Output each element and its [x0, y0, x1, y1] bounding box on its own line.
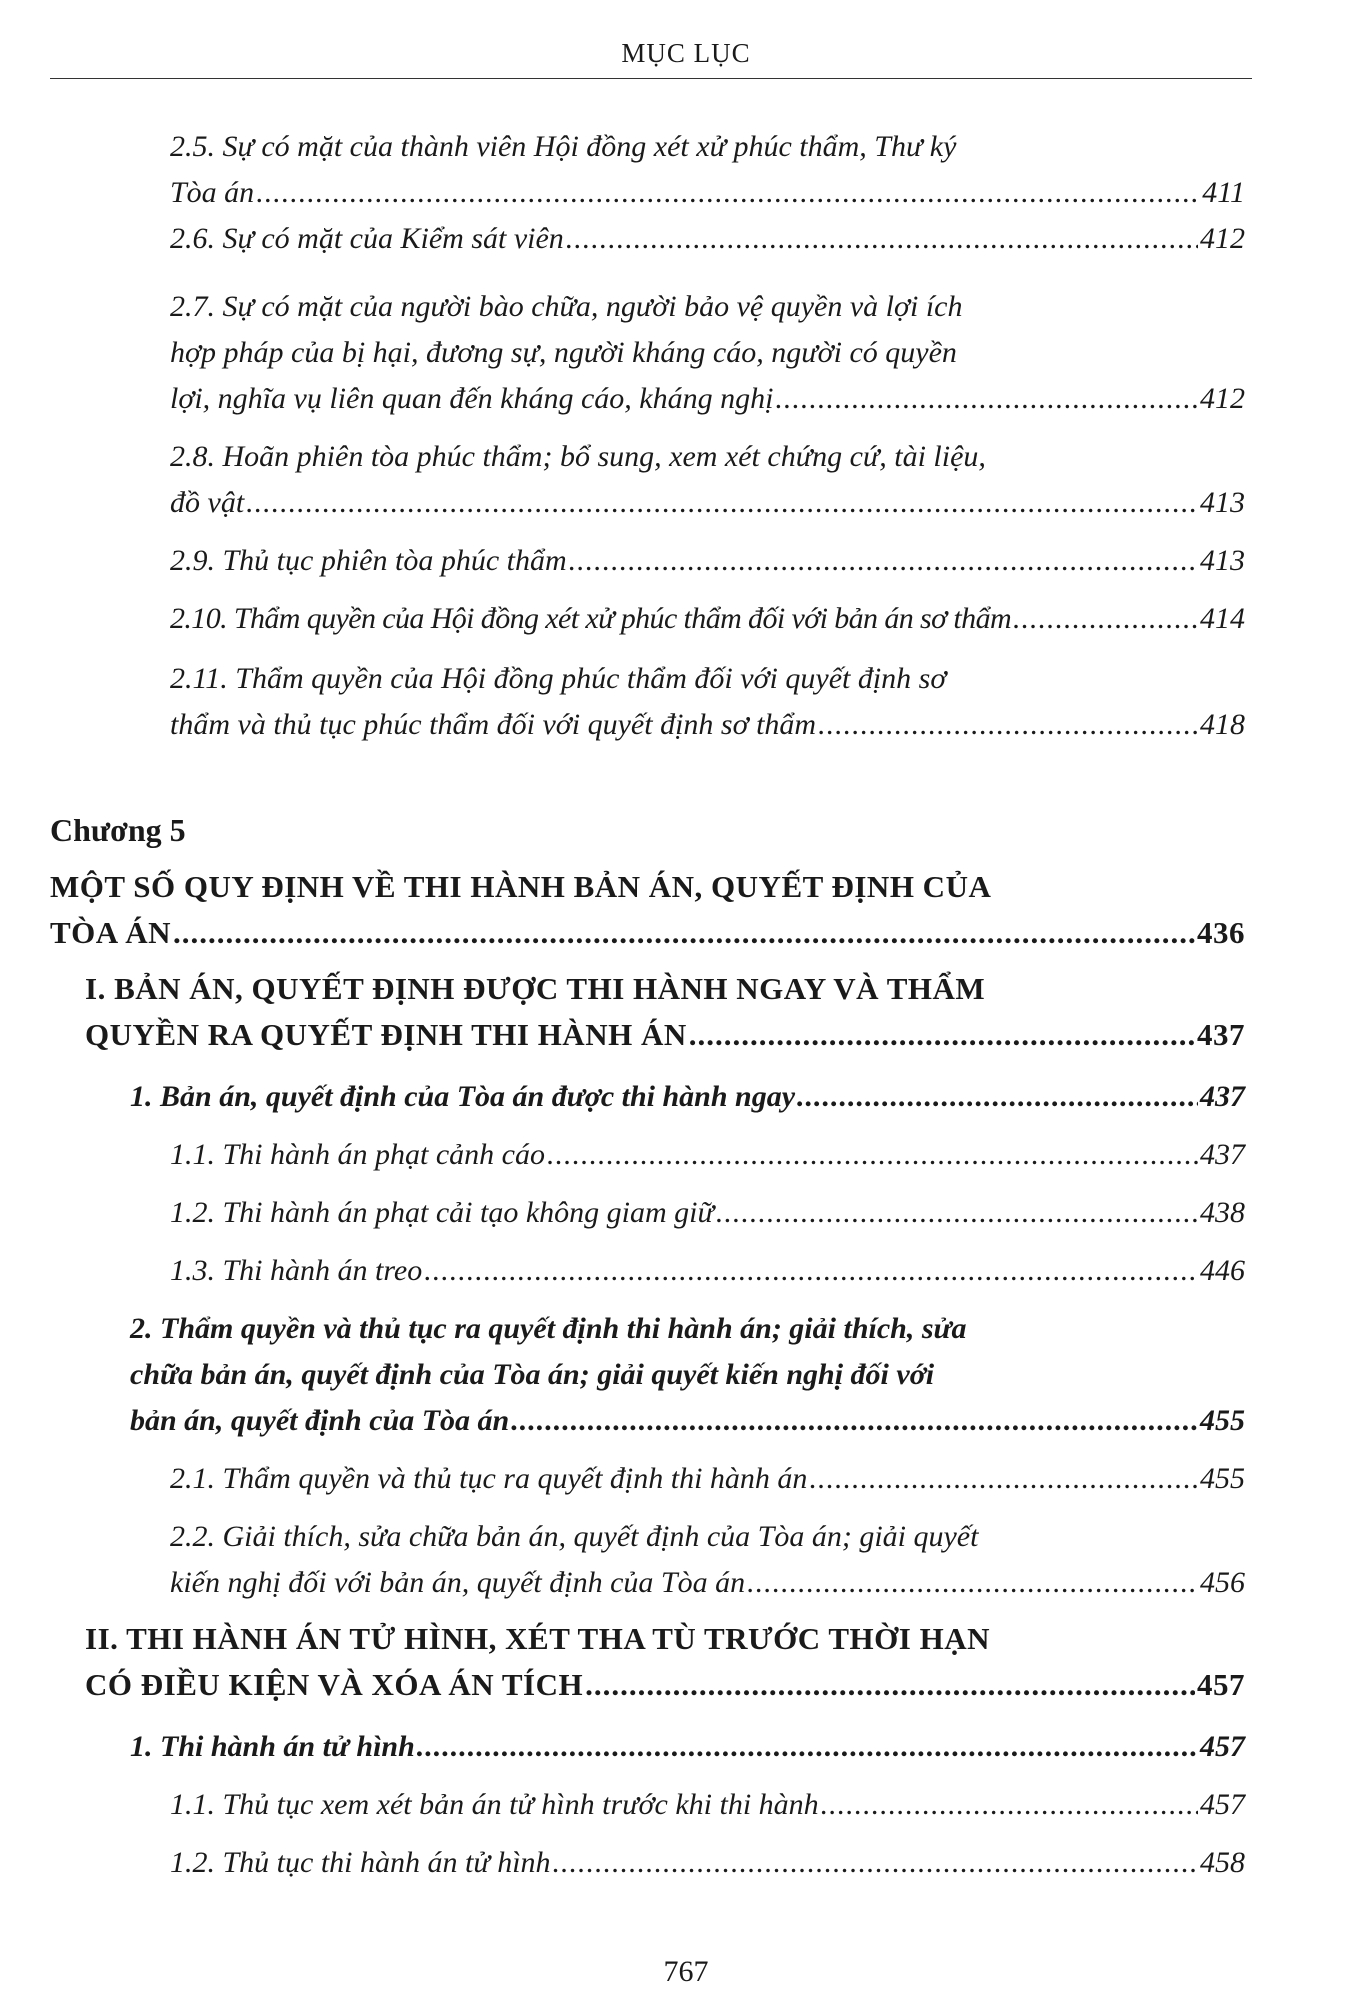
toc-entry-text: đồ vật — [170, 486, 245, 519]
running-head: MỤC LỤC — [621, 38, 751, 68]
toc-entry-text: 1.3. Thi hành án treo — [170, 1254, 423, 1287]
toc-entry-text: 1. Bản án, quyết định của Tòa án được thi hành ngay — [130, 1080, 796, 1113]
toc-entry-text: bản án, quyết định của Tòa án — [130, 1404, 510, 1437]
toc-entry — [170, 1782, 1245, 1828]
toc-page-number: 418 — [1200, 708, 1245, 741]
toc-entry — [170, 124, 1245, 216]
toc-page-number: 414 — [1200, 602, 1245, 635]
toc-entry-text: hợp pháp của bị hại, đương sự, người kháng cáo, người có quyền — [170, 336, 957, 369]
leader-dots — [569, 538, 1198, 584]
leader-dots — [256, 170, 1200, 216]
toc-page-number: 458 — [1200, 1846, 1245, 1879]
toc-entry-text: II. THI HÀNH ÁN TỬ HÌNH, XÉT THA TÙ TRƯỚC THỜI HẠN — [85, 1621, 990, 1656]
toc-entry — [170, 216, 1245, 262]
toc-entry-text: 1. Thi hành án tử hình — [130, 1730, 415, 1763]
leader-dots — [818, 702, 1198, 748]
leader-dots — [809, 1456, 1198, 1502]
toc-entry — [170, 434, 1245, 526]
toc-entry-text: lợi, nghĩa vụ liên quan đến kháng cáo, kháng nghị — [170, 382, 774, 415]
toc-entry-text: kiến nghị đối với bản án, quyết định của Tòa án — [170, 1566, 746, 1599]
toc-entry-text: thẩm và thủ tục phúc thẩm đối với quyết định sơ thẩm — [170, 708, 817, 741]
toc-entry-text: 2.6. Sự có mặt của Kiểm sát viên — [170, 222, 564, 255]
toc-entry — [170, 1840, 1245, 1886]
page-number: 767 — [663, 1955, 709, 1988]
toc-entry — [85, 966, 1245, 1058]
toc-entry-text: Tòa án — [170, 176, 255, 209]
leader-dots — [511, 1398, 1198, 1444]
toc-entry — [50, 864, 1245, 956]
toc-page-number: 456 — [1200, 1566, 1245, 1599]
toc-entry-text: I. BẢN ÁN, QUYẾT ĐỊNH ĐƯỢC THI HÀNH NGAY VÀ THẨM — [85, 971, 986, 1006]
toc-entry-text: MỘT SỐ QUY ĐỊNH VỀ THI HÀNH BẢN ÁN, QUYẾT ĐỊNH CỦA — [50, 869, 992, 904]
leader-dots — [775, 376, 1198, 422]
header-rule — [50, 78, 1252, 79]
toc-entry — [170, 284, 1245, 422]
toc-entry — [130, 1306, 1245, 1444]
toc-entry-text: CÓ ĐIỀU KIỆN VÀ XÓA ÁN TÍCH — [85, 1667, 584, 1702]
toc-page-number: 457 — [1197, 1667, 1245, 1702]
toc-page-number: 437 — [1200, 1080, 1245, 1113]
toc-entry — [85, 1616, 1245, 1708]
toc-entry — [170, 1132, 1245, 1178]
toc-entry-text: 2.7. Sự có mặt của người bào chữa, người bảo vệ quyền và lợi ích — [170, 290, 963, 323]
toc-entry-text: 2. Thẩm quyền và thủ tục ra quyết định thi hành án; giải thích, sửa — [130, 1312, 967, 1345]
leader-dots — [553, 1840, 1198, 1886]
toc-page-number: 446 — [1200, 1254, 1245, 1287]
toc-entry-text: QUYỀN RA QUYẾT ĐỊNH THI HÀNH ÁN — [85, 1017, 687, 1052]
toc-entry-text: chữa bản án, quyết định của Tòa án; giải quyết kiến nghị đối với — [130, 1358, 935, 1391]
toc-page-number: 438 — [1200, 1196, 1245, 1229]
toc-entry — [170, 1456, 1245, 1502]
toc-entry-text: 1.1. Thi hành án phạt cảnh cáo — [170, 1138, 545, 1171]
toc-page-number: 436 — [1197, 915, 1245, 950]
toc-entry-text: 1.2. Thi hành án phạt cải tạo không giam giữ — [170, 1196, 714, 1229]
toc-page-number: 437 — [1200, 1138, 1245, 1171]
toc-page-number: 413 — [1200, 544, 1245, 577]
toc-entry — [130, 1074, 1245, 1120]
toc-entry — [130, 1724, 1245, 1770]
leader-dots — [173, 910, 1195, 956]
leader-dots — [417, 1724, 1198, 1770]
toc-entry-text: 2.2. Giải thích, sửa chữa bản án, quyết định của Tòa án; giải quyết — [170, 1520, 979, 1553]
toc-entry-text: 1.2. Thủ tục thi hành án tử hình — [170, 1846, 551, 1879]
toc-page-number: 413 — [1200, 486, 1245, 519]
leader-dots — [689, 1012, 1195, 1058]
chapter-heading: Chương 5 — [50, 812, 186, 848]
leader-dots — [797, 1074, 1198, 1120]
toc-entry-text: 2.5. Sự có mặt của thành viên Hội đồng xét xử phúc thẩm, Thư ký — [170, 130, 957, 163]
leader-dots — [246, 480, 1198, 526]
toc-entry-text: 2.8. Hoãn phiên tòa phúc thẩm; bổ sung, xem xét chứng cứ, tài liệu, — [170, 440, 986, 473]
leader-dots — [1013, 596, 1198, 642]
leader-dots — [585, 1662, 1195, 1708]
leader-dots — [566, 216, 1198, 262]
toc-page-number: 411 — [1202, 176, 1245, 209]
toc-page-number: 412 — [1200, 382, 1245, 415]
toc-page-number: 457 — [1200, 1730, 1245, 1763]
toc-page-number: 437 — [1197, 1017, 1245, 1052]
toc-entry — [170, 1190, 1245, 1236]
toc-entry-text: 2.9. Thủ tục phiên tòa phúc thẩm — [170, 544, 567, 577]
leader-dots — [424, 1248, 1198, 1294]
toc-entry-text: 2.10. Thẩm quyền của Hội đồng xét xử phúc thẩm đối với bản án sơ thẩm — [170, 602, 1012, 635]
leader-dots — [821, 1782, 1198, 1828]
toc-entry — [170, 596, 1245, 642]
leader-dots — [547, 1132, 1198, 1178]
toc-entry-text: 1.1. Thủ tục xem xét bản án tử hình trước khi thi hành — [170, 1788, 819, 1821]
toc-entry-text: 2.11. Thẩm quyền của Hội đồng phúc thẩm đối với quyết định sơ — [170, 662, 947, 695]
leader-dots — [716, 1190, 1198, 1236]
toc-entry — [170, 656, 1245, 748]
toc-entry — [170, 1248, 1245, 1294]
toc-entry — [170, 538, 1245, 584]
toc-page-number: 457 — [1200, 1788, 1245, 1821]
toc-page-number: 412 — [1200, 222, 1245, 255]
toc-entry-text: TÒA ÁN — [50, 915, 171, 950]
toc-entry-text: 2.1. Thẩm quyền và thủ tục ra quyết định thi hành án — [170, 1462, 808, 1495]
toc-entry — [170, 1514, 1245, 1606]
toc-page-number: 455 — [1200, 1404, 1245, 1437]
toc-page-number: 455 — [1200, 1462, 1245, 1495]
leader-dots — [747, 1560, 1198, 1606]
